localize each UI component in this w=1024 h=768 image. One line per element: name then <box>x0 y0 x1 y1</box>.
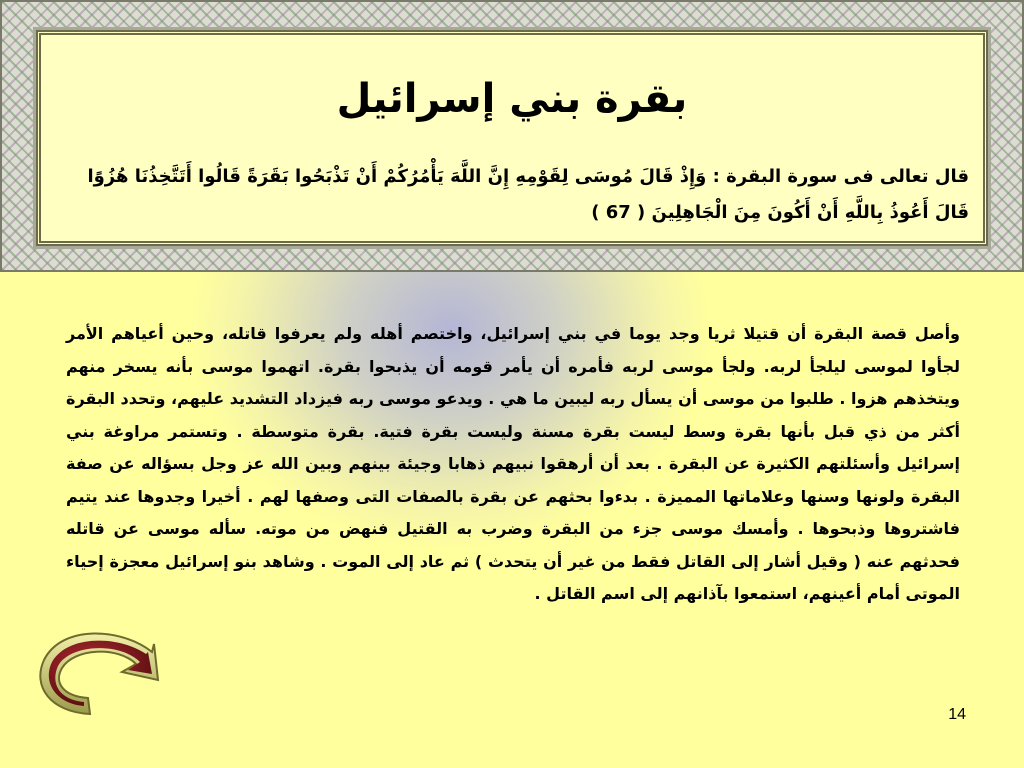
title-panel <box>36 30 988 246</box>
decorative-frame <box>0 0 1024 272</box>
quran-verse: قال تعالى فى سورة البقرة : وَإِذْ قَالَ مُوسَى لِقَوْمِهِ إِنَّ اللَّهَ يَأْمُرُكُمْ أَنْ تَذْبَحُوا بَقَرَةً قَالُوا أَتَتَّخِذُنَا هُزُوًا قَالَ أَعُوذُ بِاللَّهِ أَنْ أَكُونَ مِنَ الْجَاهِلِينَ ( 67 ) <box>87 166 969 223</box>
slide-title: بقرة بني إسرائيل <box>336 76 688 122</box>
back-arrow-icon[interactable] <box>24 616 160 720</box>
page-number: 14 <box>948 706 966 723</box>
story-text: وأصل قصة البقرة أن قتيلا ثريا وجد يوما في بني إسرائيل، واختصم أهله ولم يعرفوا قاتله، وحين أعياهم الأمر لجأوا لموسى ليلجأ لربه. ولجأ موسى لربه فأمره أن يأمر قومه أن يذبحوا بقرة. اتهموا موسى بأنه يسخر منهم ويتخذهم هزوا . طلبوا من موسى أن يسأل ربه ليبين ما هي . ويدعو موسى ربه فيزداد التشديد عليهم، وتحدد البقرة أكثر من ذي قبل بأنها بقرة وسط ليست بقرة مسنة وليست بقرة فتية. بقرة متوسطة . وتستمر مراوغة بني إسرائيل وأسئلتهم الكثيرة عن البقرة . بعد أن أرهقوا نبيهم ذهابا وجيئة بينهم وبين الله عز وجل بسؤاله عن صفة البقرة ولونها وسنها وعلاماتها المميزة . بدءوا بحثهم عن بقرة بالصفات التى وصفها لهم . أخيرا وجدوها عند يتيم فاشتروها وذبحوها . وأمسك موسى جزء من البقرة وضرب به القتيل فنهض من موته. سأله موسى عن قاتله فحدثهم عنه ( وقيل أشار إلى القاتل فقط من غير أن يتحدث ) ثم عاد إلى الموت . وشاهد بنو إسرائيل معجزة إحياء الموتى أمام أعينهم، استمعوا بآذانهم إلى اسم القاتل . <box>66 324 960 603</box>
